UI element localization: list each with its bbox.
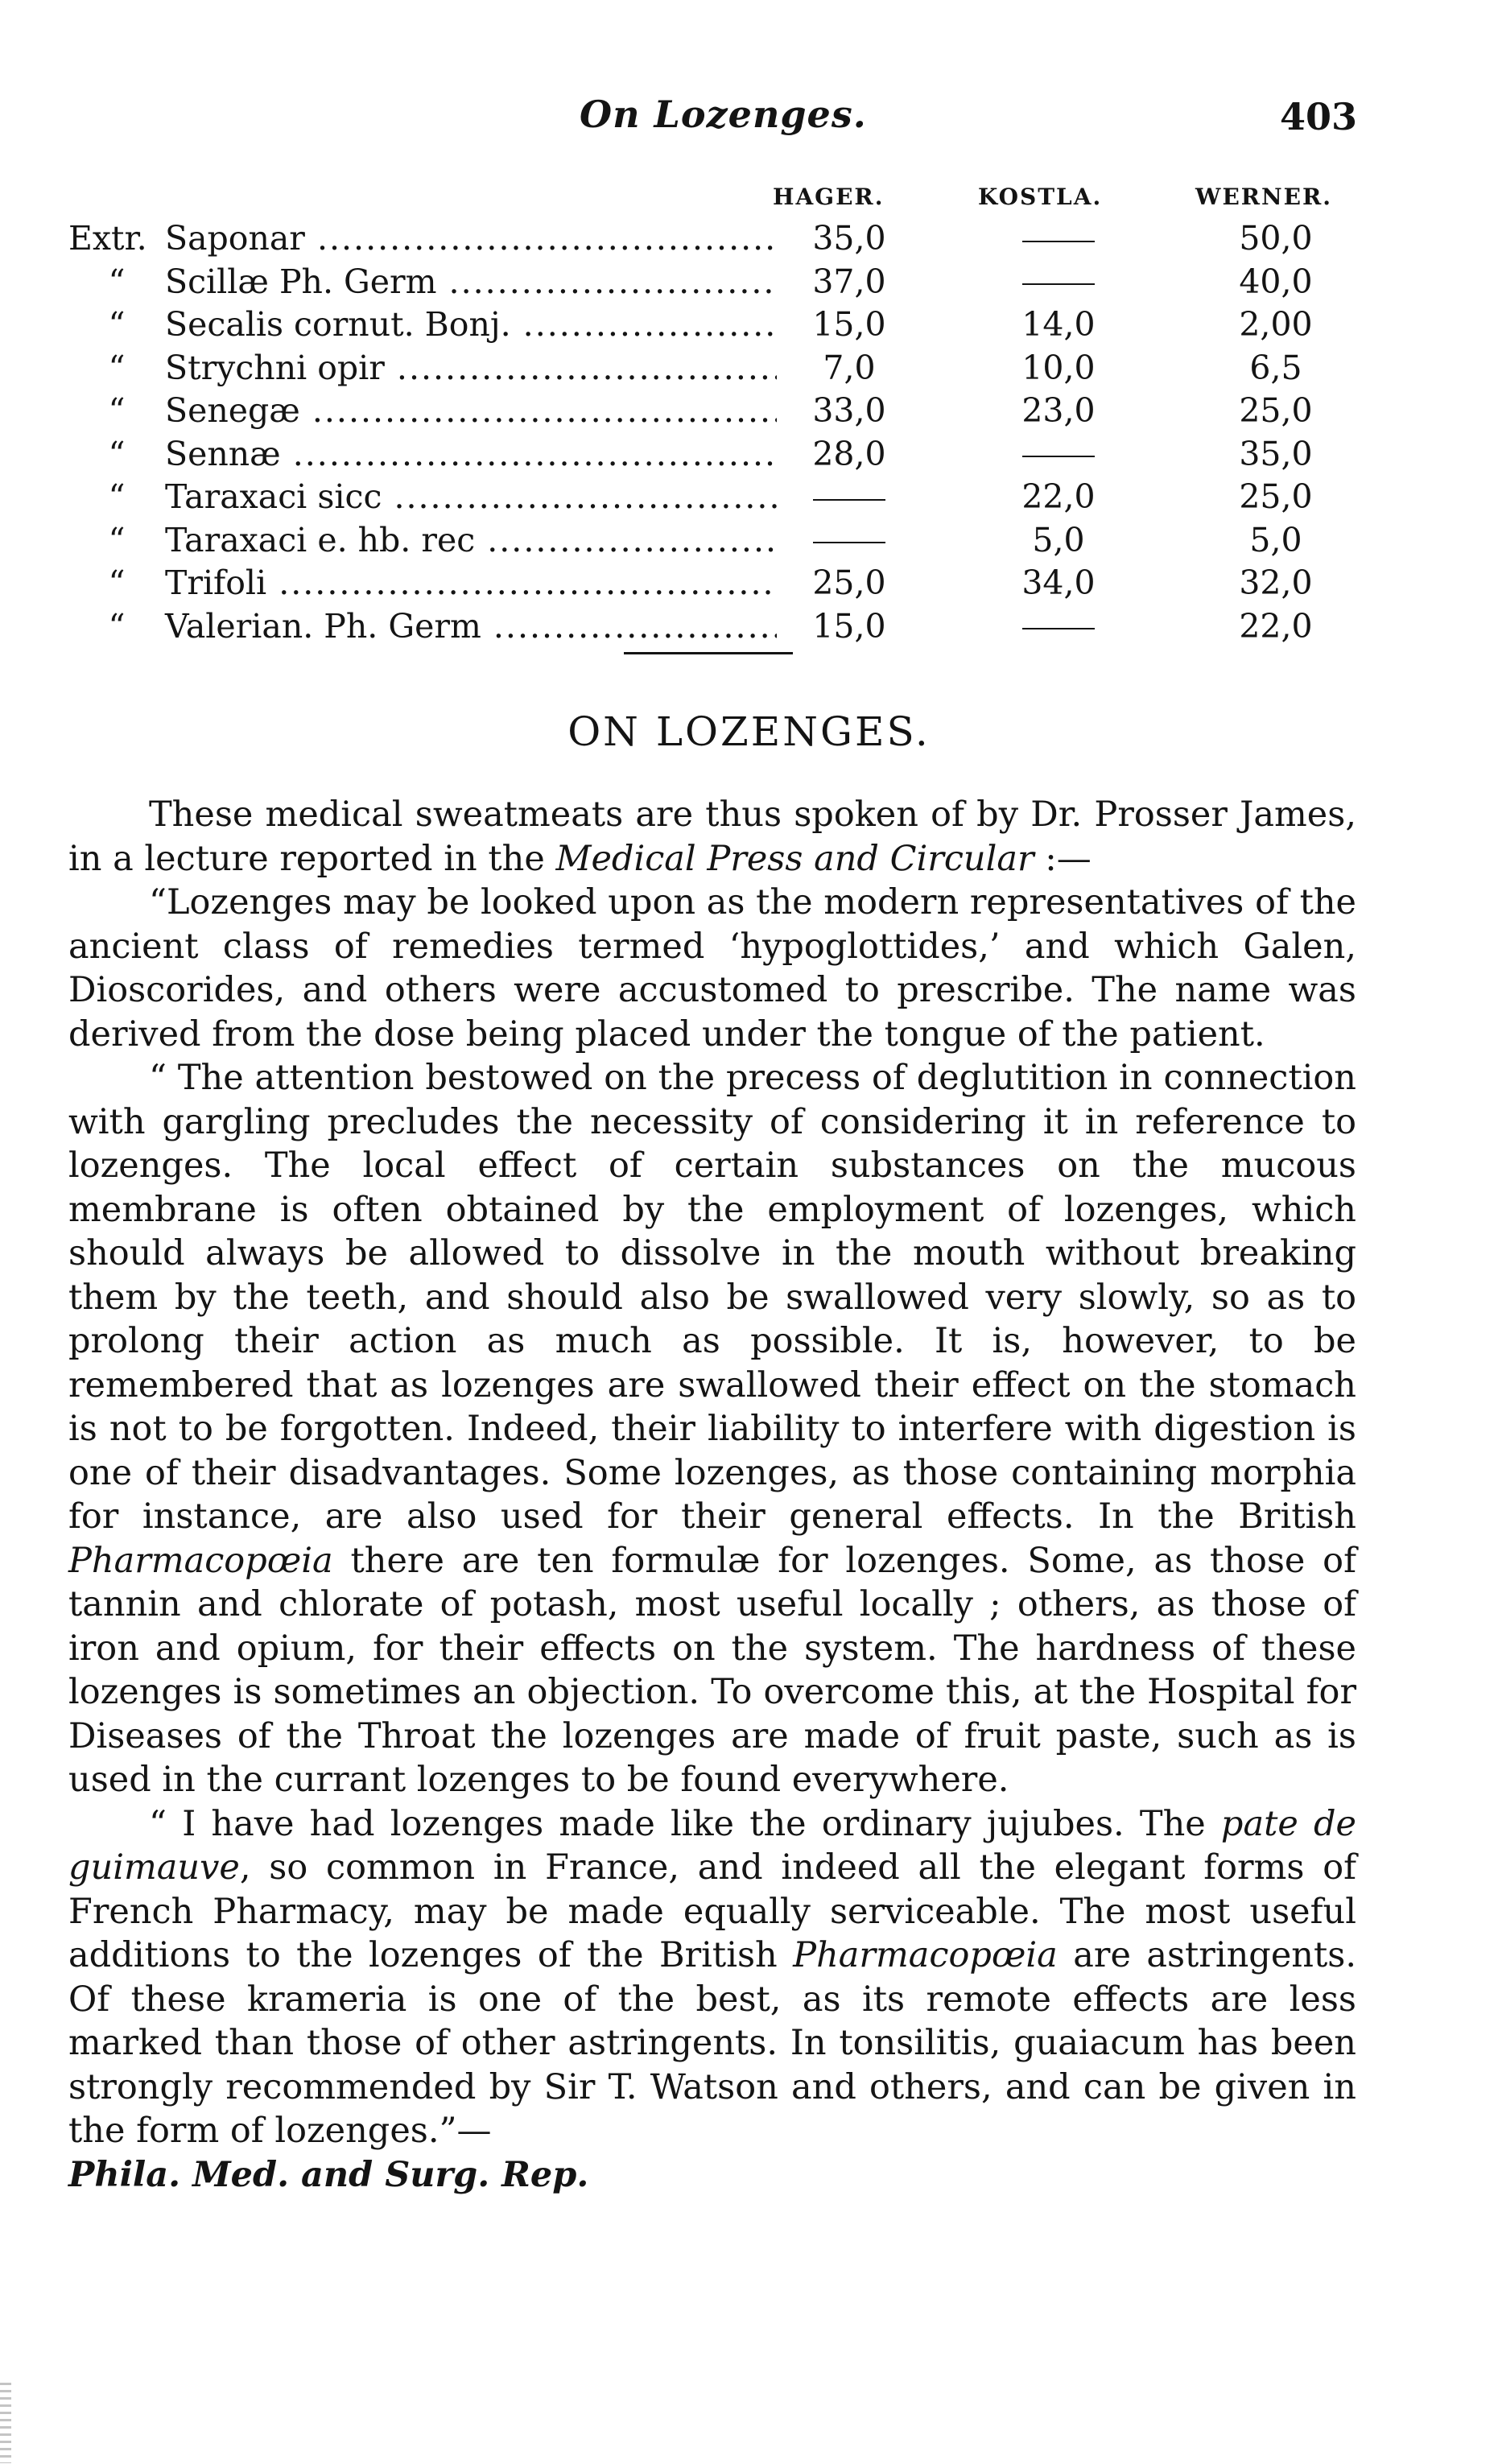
pharmacopoeia-title: Pharmacopœia bbox=[68, 1540, 333, 1581]
paragraph-quote-3-end: are astringents. Of these krameria is one of the best, as its remote effects are less marked than those of other astringents. In tonsilitis, guaiacum has been strongly recommended by Sir T. Watson and others, and can be given in the form of lozenges.”— bbox=[68, 1935, 1356, 2151]
article-body bbox=[68, 793, 1356, 2197]
cell-hager: 37,0 bbox=[812, 262, 886, 301]
empty-value-dash bbox=[1022, 456, 1095, 457]
row-name: Taraxaci sicc ..... bbox=[165, 477, 777, 516]
cell-werner: 40,0 bbox=[1239, 262, 1313, 301]
column-header-werner: WERNER. bbox=[1195, 184, 1333, 210]
cell-hager: 28,0 bbox=[812, 434, 886, 473]
paragraph-intro bbox=[68, 793, 1356, 881]
cell-kostla bbox=[994, 433, 1123, 476]
table-row bbox=[68, 562, 1356, 605]
row-name: Trifoli ..... bbox=[165, 563, 777, 602]
ditto-mark: “ bbox=[108, 305, 126, 344]
cell-werner: 35,0 bbox=[1239, 434, 1313, 473]
cell-hager: 15,0 bbox=[812, 606, 886, 646]
empty-value-dash bbox=[813, 542, 885, 543]
cell-hager: 33,0 bbox=[812, 391, 886, 430]
ditto-mark: “ bbox=[108, 348, 126, 387]
table-row bbox=[68, 390, 1356, 433]
ditto-mark: “ bbox=[108, 477, 126, 516]
paragraph-quote-1: “Lozenges may be looked upon as the modern representatives of the ancient class of remedies termed ‘hypoglottides,’ and which Galen, Dioscorides, and others were accustomed to prescribe. The name was derived from the dose being placed under the tongue of the patient. bbox=[68, 882, 1356, 1055]
paragraph-quote-3 bbox=[68, 1802, 1356, 2198]
source-citation: Phila. Med. and Surg. Rep. bbox=[68, 2154, 589, 2195]
cell-kostla bbox=[994, 217, 1123, 260]
empty-value-dash bbox=[1022, 283, 1095, 285]
cell-werner: 32,0 bbox=[1239, 563, 1313, 602]
section-heading: ON LOZENGES. bbox=[567, 708, 931, 755]
empty-value-dash bbox=[1022, 628, 1095, 629]
table-row bbox=[68, 347, 1356, 390]
paragraph-quote-2-text: “ The attention bestowed on the precess of deglutition in connection with gargling precludes the necessity of considering it in reference to lozenges. The local effect of certain substances on the mucous membrane is often obtained by the employment of lozenges, which should always be allowed to dissolve in the mouth without breaking them by the teeth, and should also be swallowed very slowly, so as to prolong their action as much as possible. It is, however, to be remembered that as lozenges are swallowed their effect on the stomach is not to be forgotten. Indeed, their liability to interfere with digestion is one of their disadvantages. Some lozenges, as those containing morphia for instance, are also used for their general effects. In the British bbox=[68, 1058, 1356, 1537]
cell-kostla: 14,0 bbox=[1021, 305, 1096, 344]
row-label bbox=[68, 605, 777, 648]
empty-value-dash bbox=[813, 499, 885, 501]
row-name: Secalis cornut. Bonj. ..... bbox=[165, 305, 777, 344]
cell-kostla: 5,0 bbox=[1032, 520, 1085, 559]
row-label bbox=[68, 347, 777, 390]
table-row bbox=[68, 217, 1356, 261]
cell-hager bbox=[785, 476, 914, 518]
cell-werner: 5,0 bbox=[1249, 520, 1302, 559]
running-title: On Lozenges. bbox=[580, 93, 867, 136]
row-name: Saponar ..... bbox=[165, 219, 777, 258]
table-row bbox=[68, 261, 1356, 304]
row-label bbox=[68, 562, 777, 605]
cell-werner: 50,0 bbox=[1239, 219, 1313, 258]
cell-kostla bbox=[994, 261, 1123, 303]
cell-hager: 35,0 bbox=[812, 219, 886, 258]
table-row bbox=[68, 303, 1356, 347]
section-divider bbox=[624, 652, 793, 654]
table-row bbox=[68, 433, 1356, 477]
ditto-mark: “ bbox=[108, 520, 126, 559]
ditto-mark: “ bbox=[108, 563, 126, 602]
table-row bbox=[68, 519, 1356, 563]
ditto-mark: “ bbox=[108, 262, 126, 301]
ditto-mark: “ bbox=[108, 434, 126, 473]
cell-hager: 25,0 bbox=[812, 563, 886, 602]
row-label bbox=[68, 390, 777, 432]
row-label bbox=[68, 217, 777, 260]
cell-werner: 2,00 bbox=[1239, 305, 1313, 344]
pharmacopoeia-title-2: Pharmacopœia bbox=[793, 1935, 1058, 1975]
row-label bbox=[68, 261, 777, 303]
page-number: 403 bbox=[1280, 95, 1358, 138]
cell-kostla: 23,0 bbox=[1021, 391, 1096, 430]
cell-kostla bbox=[994, 605, 1123, 648]
cell-werner: 25,0 bbox=[1239, 477, 1313, 516]
paragraph-quote-3-middle: , so common in France, and indeed all the elegant forms of French Pharmacy, may be made equally serviceable. The most useful additions to the lozenges of the British bbox=[68, 1847, 1356, 1975]
journal-title: Medical Press and Circular bbox=[555, 838, 1034, 879]
row-label bbox=[68, 519, 777, 562]
paragraph-quote-3-text: “ I have had lozenges made like the ordinary jujubes. The bbox=[149, 1803, 1221, 1844]
cell-werner: 6,5 bbox=[1249, 348, 1302, 387]
cell-hager: 7,0 bbox=[823, 348, 876, 387]
paragraph-intro-end: :— bbox=[1034, 838, 1092, 879]
cell-hager: 15,0 bbox=[812, 305, 886, 344]
cell-kostla: 22,0 bbox=[1021, 477, 1096, 516]
row-name: Sennæ ..... bbox=[165, 435, 777, 473]
row-name: Strychni opir ..... bbox=[165, 349, 777, 387]
paragraph-intro-text: These medical sweatmeats are thus spoken of by Dr. Prosser James, in a lecture reported in the bbox=[68, 795, 1356, 879]
row-label bbox=[68, 476, 777, 518]
scan-specks bbox=[0, 2383, 11, 2463]
row-name: Valerian. Ph. Germ ..... bbox=[165, 607, 777, 646]
cell-werner: 25,0 bbox=[1239, 391, 1313, 430]
cell-kostla: 10,0 bbox=[1021, 348, 1096, 387]
extract-table bbox=[68, 217, 1356, 648]
paragraph-quote-2 bbox=[68, 1056, 1356, 1802]
ditto-mark: “ bbox=[108, 606, 126, 646]
row-label bbox=[68, 303, 777, 346]
cell-kostla: 34,0 bbox=[1021, 563, 1096, 602]
table-row bbox=[68, 476, 1356, 519]
row-name: Taraxaci e. hb. rec ..... bbox=[165, 521, 777, 559]
column-header-kostla: KOSTLA. bbox=[978, 184, 1103, 210]
table-row bbox=[68, 605, 1356, 649]
pate-de-guimauve: pate de guimauve bbox=[68, 1803, 1356, 1888]
ditto-mark: “ bbox=[108, 391, 126, 430]
cell-werner: 22,0 bbox=[1239, 606, 1313, 646]
row-name: Senegæ ..... bbox=[165, 391, 777, 430]
empty-value-dash bbox=[1022, 241, 1095, 242]
paragraph-quote-2-end: there are ten formulæ for lozenges. Some, as those of tannin and chlorate of potash, most useful locally ; others, as those of iron and opium, for their effects on the system. The hardness of these lozenges is sometimes an objection. To overcome this, at the Hospital for Diseases of the Throat the lozenges are made of fruit paste, such as is used in the currant lozenges to be found everywhere. bbox=[68, 1540, 1356, 1800]
column-header-hager: HAGER. bbox=[773, 184, 885, 210]
cell-hager bbox=[785, 519, 914, 562]
row-name: Scillæ Ph. Germ ..... bbox=[165, 262, 777, 301]
row-label bbox=[68, 433, 777, 476]
row-prefix: Extr. bbox=[68, 219, 147, 258]
